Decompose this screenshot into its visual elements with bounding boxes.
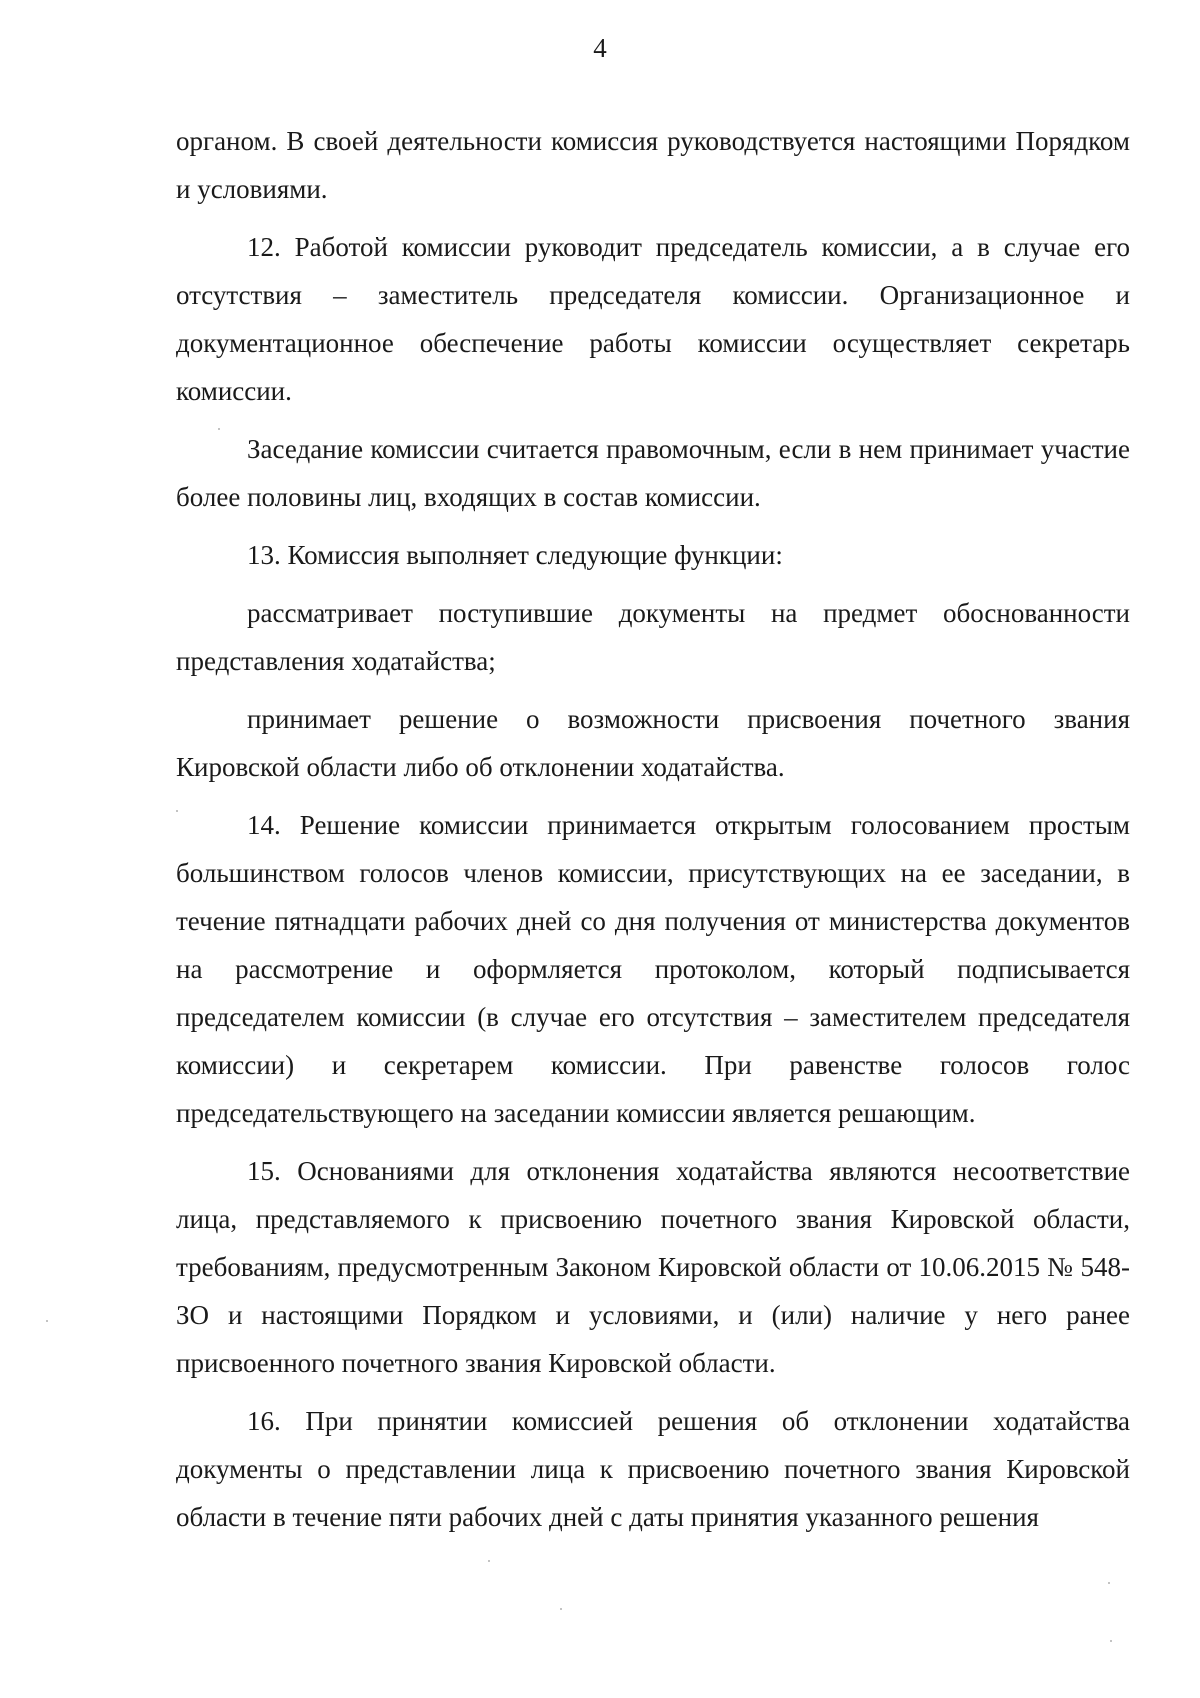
paragraph-15: 15. Основаниями для отклонения ходатайства являются несоответствие лица, представляемого к присвоению почетного звания Кировской области, требованиям, предусмотренным Законом Кировской области от 10.06.2015 № 548-ЗО и настоящими Порядком и условиями, и (или) наличие у него ранее присвоенного почетного звания Кировской области. xyxy=(176,1156,1130,1378)
scan-speck xyxy=(560,1608,562,1610)
scan-speck xyxy=(46,1320,48,1322)
paragraph-16: 16. При принятии комиссией решения об отклонении ходатайства документы о представлении лица к присвоению почетного звания Кировской области в течение пяти рабочих дней с даты принятия указанного решения xyxy=(176,1406,1130,1532)
paragraph-13-function-1: рассматривает поступившие документы на предмет обоснованности представления ходатайства; xyxy=(176,598,1130,676)
paragraph-13: 13. Комиссия выполняет следующие функции: xyxy=(247,540,783,570)
document-body xyxy=(176,117,1130,1551)
paragraph-13-function-2: принимает решение о возможности присвоения почетного звания Кировской области либо об отклонении ходатайства. xyxy=(176,704,1130,782)
paragraph-12-quorum: Заседание комиссии считается правомочным, если в нем принимает участие более половины лиц, входящих в состав комиссии. xyxy=(176,434,1130,512)
page-number: 4 xyxy=(593,33,607,63)
paragraph-14: 14. Решение комиссии принимается открытым голосованием простым большинством голосов членов комиссии, присутствующих на ее заседании, в течение пятнадцати рабочих дней со дня получения от министерства документов на рассмотрение и оформляется протоколом, который подписывается председателем комиссии (в случае его отсутствия – заместителем председателя комиссии) и секретарем комиссии. При равенстве голосов голос председательствующего на заседании комиссии является решающим. xyxy=(176,810,1130,1128)
scan-speck xyxy=(176,810,178,812)
scan-speck xyxy=(218,428,220,430)
paragraph-11-continuation: органом. В своей деятельности комиссия руководствуется настоящими Порядком и условиями. xyxy=(176,126,1130,204)
scan-speck xyxy=(488,1560,490,1562)
paragraph-12: 12. Работой комиссии руководит председатель комиссии, а в случае его отсутствия – заместитель председателя комиссии. Организационное и документационное обеспечение работы комиссии осуществляет секретарь комиссии. xyxy=(176,232,1130,406)
scan-speck xyxy=(1108,1582,1110,1584)
scan-speck xyxy=(1110,1640,1112,1642)
